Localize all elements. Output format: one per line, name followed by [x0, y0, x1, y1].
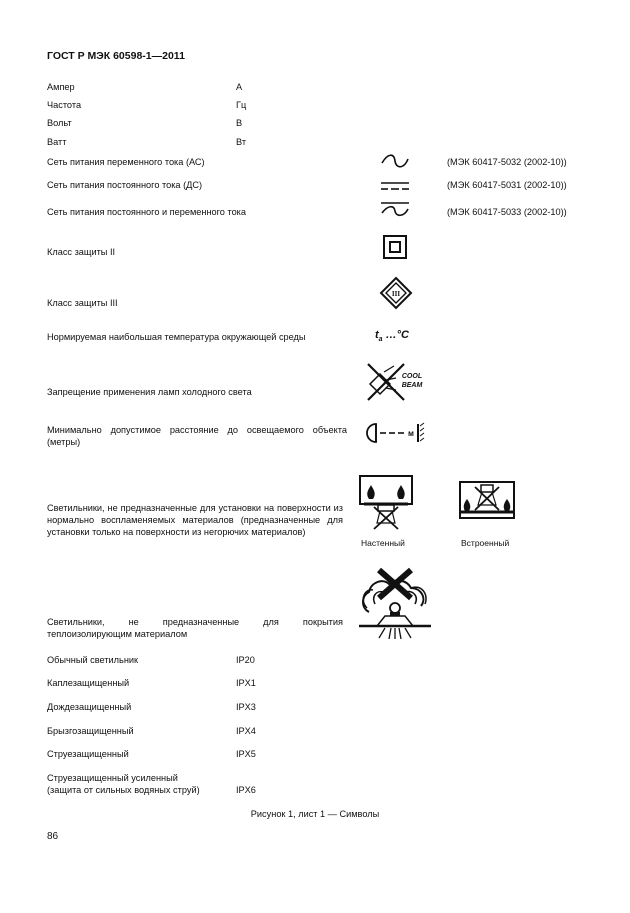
no-thermal-insulation-icon: [355, 568, 435, 640]
ip-rating-name: Обычный светильник: [47, 655, 139, 665]
iec-reference: (МЭК 60417-5032 (2002-10)): [447, 157, 567, 167]
iec-reference: (МЭК 60417-5031 (2002-10)): [447, 180, 567, 190]
ip-rating-name: Струезащищенный усиленный: [47, 773, 178, 783]
iec-reference: (МЭК 60417-5033 (2002-10)): [447, 207, 567, 217]
wall-mounted-flammable-icon: [359, 475, 413, 531]
ac-current-icon: [380, 153, 410, 169]
cool-beam-prohibited-icon: [366, 362, 422, 402]
recessed-caption: Встроенный: [461, 538, 510, 548]
document-header: ГОСТ Р МЭК 60598-1—2011: [47, 50, 185, 62]
temperature-subscript: a: [378, 336, 383, 344]
ip-rating-code: IP20: [236, 655, 255, 665]
ip-rating-name: Брызгозащищенный: [47, 726, 134, 736]
page-number: 86: [47, 831, 59, 842]
ip-rating-code: IPX4: [236, 726, 256, 736]
symbol-label-ac: Сеть питания переменного тока (АС): [47, 157, 205, 167]
unit-name: Ватт: [47, 137, 67, 147]
unit-name: Вольт: [47, 118, 72, 128]
temperature-text: …°C: [385, 329, 409, 341]
symbol-label-thermal-insulation: Светильники, не предназначенные для покрытия теплоизолирующим материалом: [47, 617, 343, 639]
cool-text: COOL: [401, 373, 423, 380]
symbol-label-class3: Класс защиты III: [47, 298, 118, 308]
ip-rating-name: Дождезащищенный: [47, 702, 132, 712]
recessed-flammable-icon: [459, 481, 515, 519]
ip-rating-code: IPX3: [236, 702, 256, 712]
unit-symbol: Гц: [236, 100, 247, 110]
temperature-icon: $t_a$ …°C: [375, 329, 409, 344]
symbol-label-class2: Класс защиты II: [47, 247, 116, 257]
figure-caption: Рисунок 1, лист 1 — Символы: [250, 809, 380, 819]
protection-class-2-icon: [383, 235, 407, 259]
min-distance-icon: [366, 422, 428, 444]
unit-name: Частота: [47, 100, 82, 110]
symbol-label-acdc: Сеть питания постоянного и переменного тока: [47, 207, 247, 217]
meters-text: м: [408, 429, 414, 438]
unit-name: Ампер: [47, 82, 75, 92]
ip-rating-code: IPX5: [236, 749, 256, 759]
ip-rating-code: IPX1: [236, 678, 256, 688]
ip-rating-name-note: (защита от сильных водяных струй): [47, 785, 200, 795]
symbol-label-dc: Сеть питания постоянного тока (ДС): [47, 180, 203, 190]
beam-text: BEAM: [401, 382, 423, 389]
ip-rating-code: IPX6: [236, 785, 256, 795]
unit-symbol: А: [236, 82, 243, 92]
symbol-label-cool-beam: Запрещение применения ламп холодного света: [47, 387, 252, 397]
symbol-label-temperature: Нормируемая наибольшая температура окружающей среды: [47, 332, 306, 342]
ip-rating-name: Каплезащищенный: [47, 678, 130, 688]
symbol-label-flammable-surface: Светильники, не предназначенные для установки на поверхности из нормально воспламеняемых материалов (предназначенные для установки только на поверхности из негорючих материалов): [47, 503, 343, 537]
dc-current-icon: [380, 180, 410, 192]
symbol-label-min-distance: Минимально допустимое расстояние до освещаемого объекта (метры): [47, 425, 347, 447]
class3-icon-text: III: [391, 290, 401, 298]
unit-symbol: В: [236, 118, 243, 128]
wall-mounted-caption: Настенный: [361, 538, 405, 548]
ac-dc-current-icon: [380, 200, 410, 218]
protection-class-3-icon: [380, 277, 412, 309]
unit-symbol: Вт: [236, 137, 247, 147]
ip-rating-name: Струезащищенный: [47, 749, 129, 759]
